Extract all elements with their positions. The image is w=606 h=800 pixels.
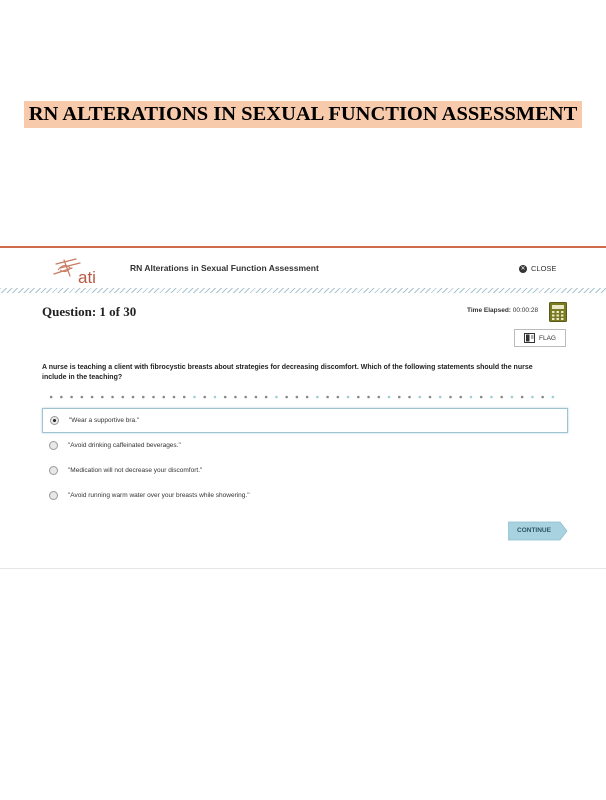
- progress-dot: [306, 396, 309, 399]
- progress-dot: [111, 396, 114, 399]
- document-title: RN ALTERATIONS IN SEXUAL FUNCTION ASSESSMENT: [24, 101, 582, 128]
- progress-dot: [275, 396, 278, 399]
- progress-dot: [316, 396, 319, 399]
- radio-button[interactable]: [50, 416, 59, 425]
- close-button[interactable]: [519, 264, 556, 273]
- progress-dot: [234, 396, 237, 399]
- progress-dot: [173, 396, 176, 399]
- time-elapsed: [467, 307, 538, 314]
- progress-dot: [521, 396, 524, 399]
- progress-dot: [449, 396, 452, 399]
- progress-dot: [101, 396, 104, 399]
- time-elapsed-value: 00:00:28: [512, 307, 539, 314]
- close-label: CLOSE: [531, 264, 557, 273]
- progress-dot: [439, 396, 442, 399]
- time-elapsed-label: Time Elapsed:: [467, 307, 511, 314]
- answer-option[interactable]: [42, 408, 568, 433]
- header-accent-rule: [0, 246, 606, 248]
- progress-dot: [122, 396, 125, 399]
- progress-dot: [378, 396, 381, 399]
- progress-dot: [459, 396, 462, 399]
- progress-dot: [70, 396, 73, 399]
- flag-book-icon: [524, 333, 535, 343]
- progress-dot: [244, 396, 247, 399]
- question-text: A nurse is teaching a client with fibrocystic breasts about strategies for decreasing discomfort. Which of the following statements should the nurse include in the teaching?: [42, 364, 533, 381]
- progress-dot: [296, 396, 299, 399]
- progress-dot: [347, 396, 350, 399]
- flag-button[interactable]: [514, 329, 566, 347]
- progress-dot: [388, 396, 391, 399]
- progress-dot: [50, 396, 53, 399]
- progress-dot: [203, 396, 206, 399]
- progress-dot: [429, 396, 432, 399]
- progress-dot: [255, 396, 258, 399]
- answer-option[interactable]: [42, 458, 568, 483]
- continue-label: CONTINUE: [517, 527, 551, 534]
- progress-dot: [418, 396, 421, 399]
- progress-dot: [337, 396, 340, 399]
- progress-dot: [541, 396, 544, 399]
- footer-divider: [0, 568, 606, 569]
- progress-dot: [60, 396, 63, 399]
- answer-option-label: "Wear a supportive bra.": [69, 417, 140, 424]
- progress-dot: [552, 396, 555, 399]
- flag-label: FLAG: [539, 334, 556, 342]
- answer-option[interactable]: [42, 483, 568, 508]
- answer-option-label: "Medication will not decrease your discomfort.": [68, 467, 203, 474]
- progress-dot: [91, 396, 94, 399]
- progress-dot: [81, 396, 84, 399]
- progress-dot: [142, 396, 145, 399]
- progress-dot: [480, 396, 483, 399]
- answer-option-label: "Avoid drinking caffeinated beverages.": [68, 442, 181, 449]
- progress-dot: [265, 396, 268, 399]
- radio-button[interactable]: [49, 491, 58, 500]
- radio-button[interactable]: [49, 441, 58, 450]
- progress-dot: [224, 396, 227, 399]
- continue-button[interactable]: [508, 521, 568, 541]
- progress-dot: [511, 396, 514, 399]
- radio-button[interactable]: [49, 466, 58, 475]
- progress-dot: [357, 396, 360, 399]
- exam-title: RN Alterations in Sexual Function Assessment: [130, 263, 319, 273]
- logo-text: ati: [78, 268, 96, 286]
- progress-dot: [326, 396, 329, 399]
- assessment-screenshot: [0, 246, 606, 576]
- progress-dot: [490, 396, 493, 399]
- close-circle-icon: ✕: [520, 265, 526, 272]
- progress-dot: [183, 396, 186, 399]
- progress-dot: [500, 396, 503, 399]
- answer-option[interactable]: [42, 433, 568, 458]
- question-progress-dots: [46, 395, 558, 399]
- progress-dot: [193, 396, 196, 399]
- ati-logo: [50, 256, 106, 286]
- progress-dot: [214, 396, 217, 399]
- progress-dot: [398, 396, 401, 399]
- progress-dot: [152, 396, 155, 399]
- calculator-icon[interactable]: [549, 302, 567, 322]
- progress-dot: [531, 396, 534, 399]
- header-divider-pattern: [0, 288, 606, 293]
- answer-option-label: "Avoid running warm water over your breasts while showering.": [68, 492, 250, 499]
- progress-dot: [470, 396, 473, 399]
- question-counter: Question: 1 of 30: [42, 304, 137, 319]
- progress-dot: [367, 396, 370, 399]
- progress-dot: [285, 396, 288, 399]
- progress-dot: [132, 396, 135, 399]
- progress-dot: [408, 396, 411, 399]
- progress-dot: [162, 396, 165, 399]
